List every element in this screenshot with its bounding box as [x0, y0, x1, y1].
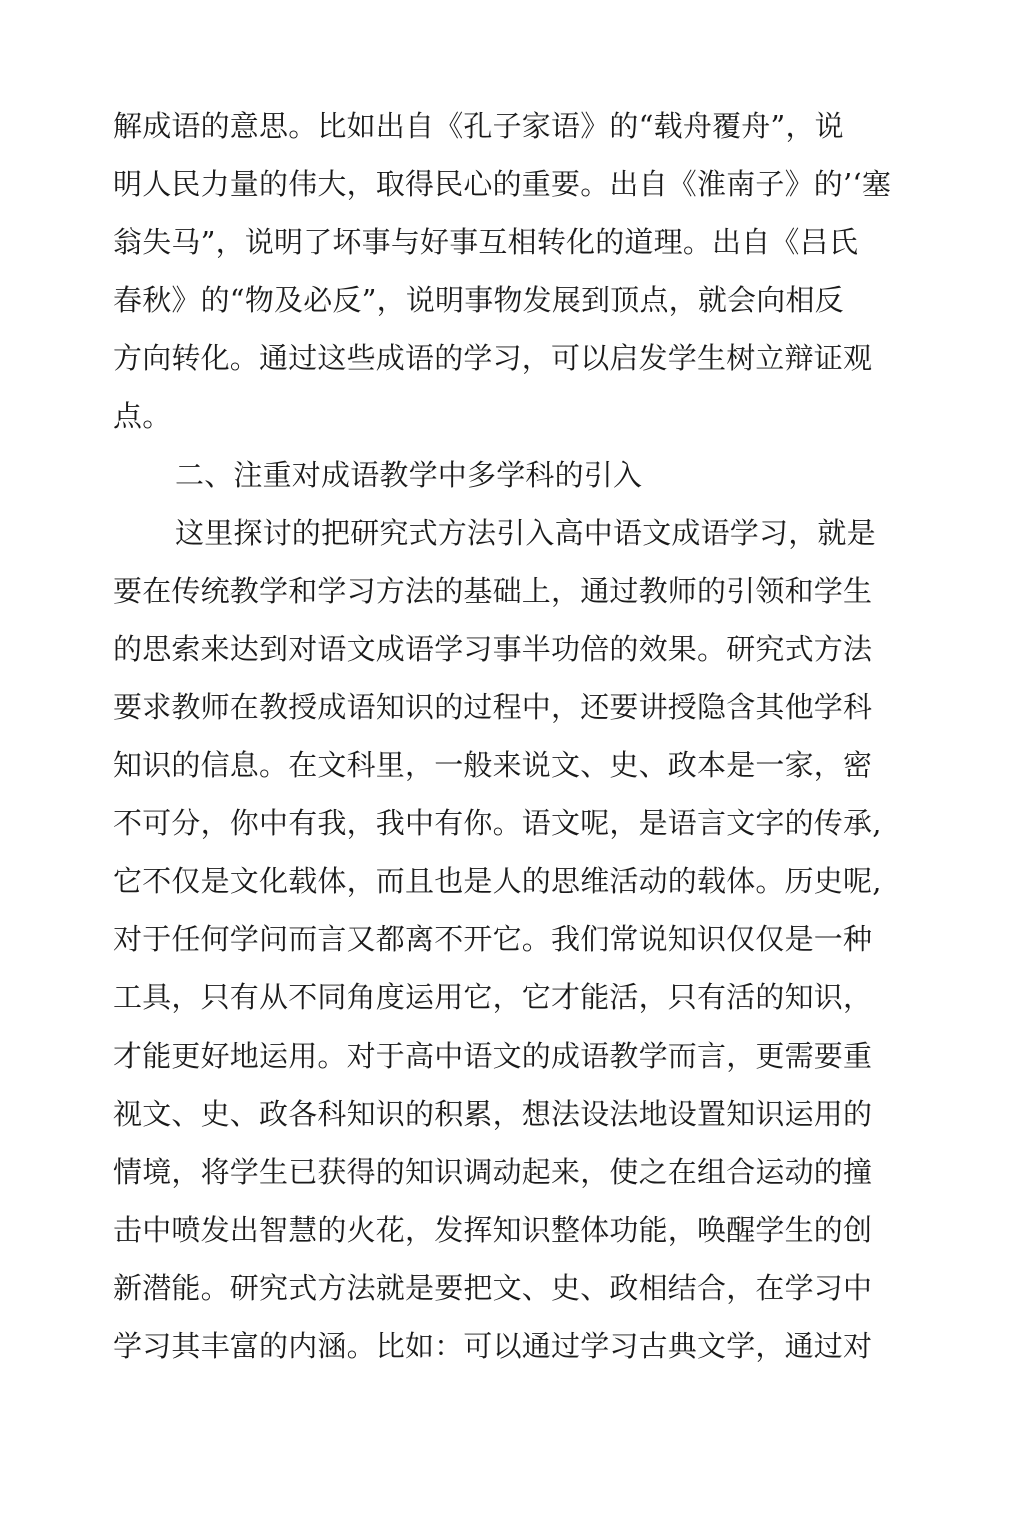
body-text — [113, 97, 913, 1375]
section-heading: 二、注重对成语教学中多学科的引入 — [175, 457, 643, 492]
text-line: 的思索来达到对语文成语学习事半功倍的效果。研究式方法 — [113, 631, 873, 666]
text-line: 学习其丰富的内涵。比如：可以通过学习古典文学，通过对 — [113, 1328, 873, 1363]
text-line: 要在传统教学和学习方法的基础上，通过教师的引领和学生 — [113, 573, 873, 608]
text-line: 情境，将学生已获得的知识调动起来，使之在组合运动的撞 — [113, 1154, 873, 1189]
text-line: 击中喷发出智慧的火花，发挥知识整体功能，唤醒学生的创 — [113, 1212, 873, 1247]
text-line: 春秋》的“物及必反”，说明事物发展到顶点，就会向相反 — [113, 283, 844, 318]
text-line: 翁失马”，说明了坏事与好事互相转化的道理。出自《吕氏 — [113, 225, 859, 260]
text-line: 明人民力量的伟大，取得民心的重要。出自《淮南子》的’‘塞 — [113, 167, 892, 202]
text-line: 不可分，你中有我，我中有你。语文呢，是语言文字的传承, — [113, 806, 882, 841]
text-line: 要求教师在教授成语知识的过程中，还要讲授隐含其他学科 — [113, 689, 873, 724]
text-line: 点。 — [113, 399, 172, 434]
text-line: 新潜能。研究式方法就是要把文、史、政相结合，在学习中 — [113, 1270, 873, 1305]
text-line: 视文、史、政各科知识的积累，想法设法地设置知识运用的 — [113, 1096, 873, 1131]
text-line: 方向转化。通过这些成语的学习，可以启发学生树立辩证观 — [113, 341, 873, 376]
text-line: 对于任何学问而言又都离不开它。我们常说知识仅仅是一种 — [113, 922, 873, 957]
text-line: 解成语的意思。比如出自《孔子家语》的“载舟覆舟”，说 — [113, 109, 844, 143]
paragraph-first-line: 这里探讨的把研究式方法引入高中语文成语学习，就是 — [175, 515, 876, 550]
text-line: 工具，只有从不同角度运用它，它才能活，只有活的知识， — [113, 980, 873, 1015]
text-line: 它不仅是文化载体，而且也是人的思维活动的载体。历史呢, — [113, 864, 882, 899]
text-line: 知识的信息。在文科里，一般来说文、史、政本是一家，密 — [113, 748, 873, 783]
text-line: 才能更好地运用。对于高中语文的成语教学而言，更需要重 — [113, 1038, 873, 1073]
